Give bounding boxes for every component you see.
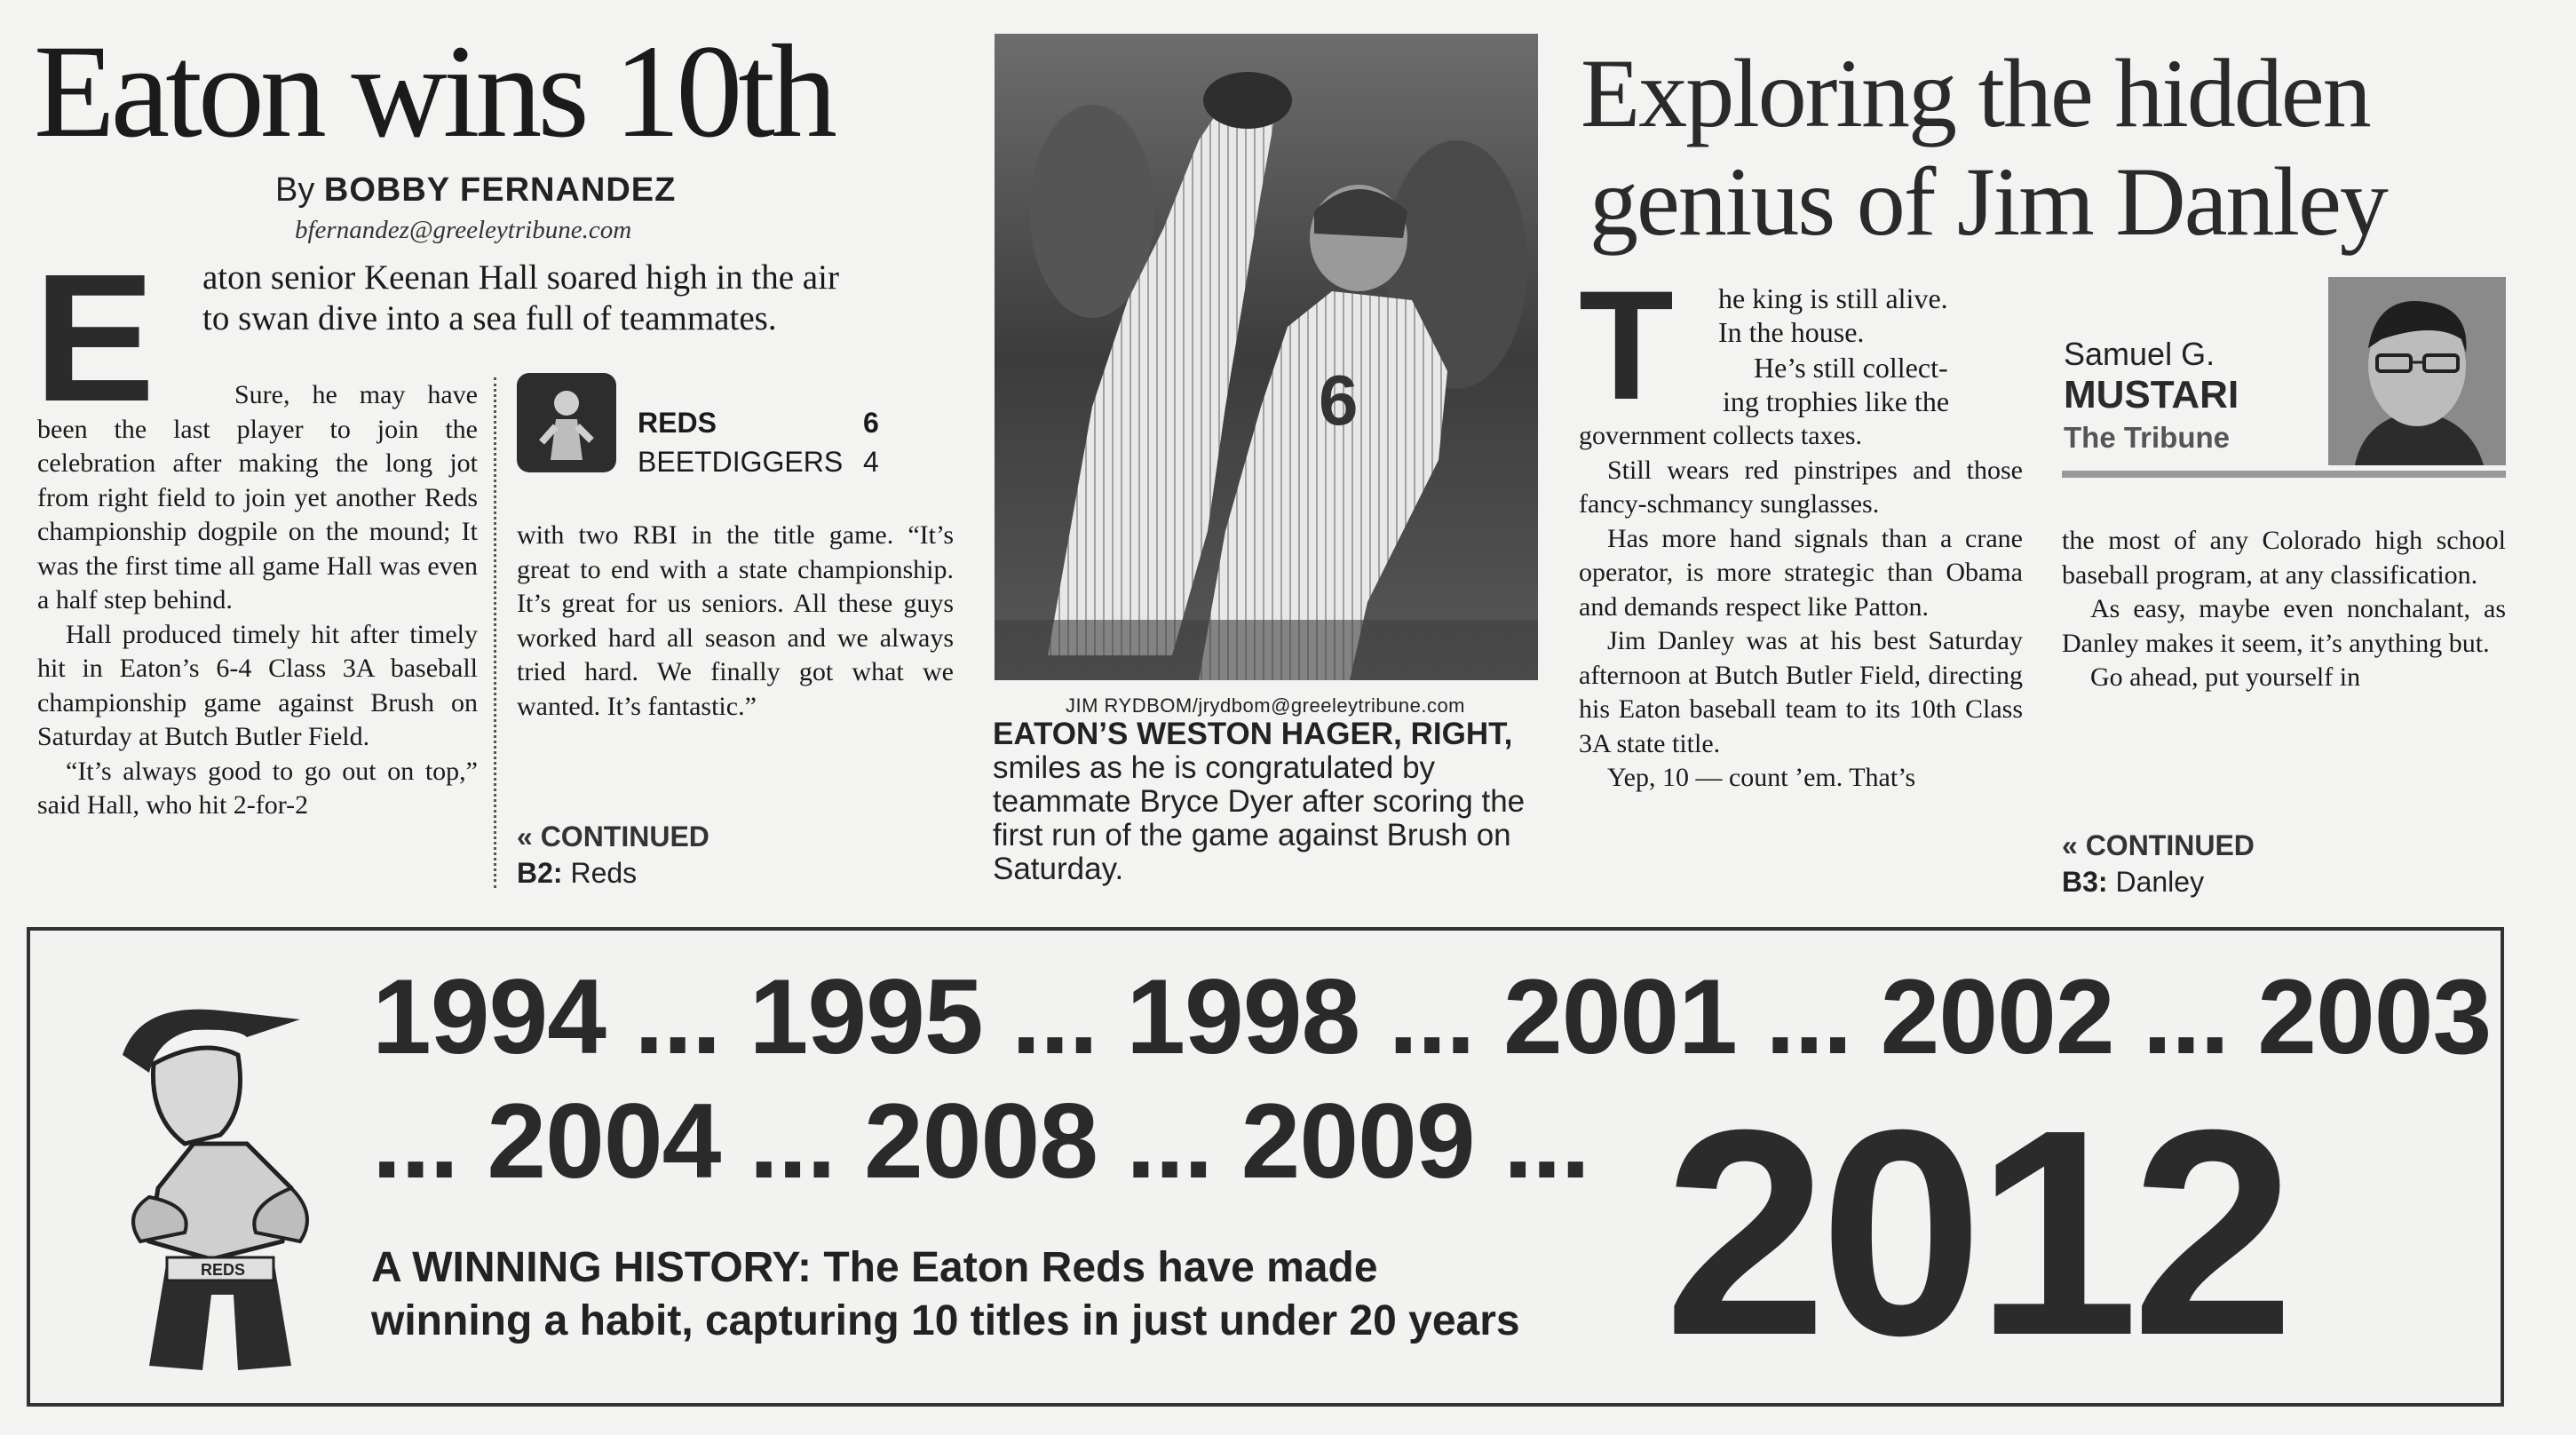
right-col1-paragraph: Has more hand signals than a crane operator, is more strategic than Obama and demands respect like Patton. <box>1579 523 2023 622</box>
columnist-avatar <box>2328 277 2506 465</box>
photo-credit: JIM RYDBOM/jrydbom@greeleytribune.com <box>1066 694 1466 717</box>
photo-caption <box>993 718 1542 886</box>
score-value-2: 4 <box>863 446 879 478</box>
columnist-rule <box>2062 471 2506 478</box>
right-lead-1: he king is still alive. <box>1718 282 1948 314</box>
caption-text: smiles as he is congratulated by teammate Bryce Dyer after scoring the first run of the game against Brush on Saturday. <box>993 750 1526 886</box>
left-continued[interactable] <box>517 821 709 890</box>
years-line-2: ... 2004 ... 2008 ... 2009 ... <box>372 1082 1589 1201</box>
left-lead-line-1: aton senior Keenan Hall soared high in the air <box>202 258 839 297</box>
right-column-1 <box>1579 419 2023 796</box>
reds-logo-icon <box>517 373 616 472</box>
mascot-label: REDS <box>201 1261 246 1279</box>
years-line-1: 1994 ... 1995 ... 1998 ... 2001 ... 2002 ... 2003 <box>372 957 2492 1076</box>
continued-name: Danley <box>2115 866 2205 898</box>
left-drop-cap: E <box>34 236 155 440</box>
byline-email: bfernandez@greeleytribune.com <box>295 216 632 244</box>
continued-label: CONTINUED <box>2085 829 2255 861</box>
history-bold: A WINNING HISTORY: <box>371 1244 812 1291</box>
continued-page: B3: <box>2062 866 2108 898</box>
right-headline-line-2: genius of Jim Danley <box>1589 147 2387 256</box>
score-team-1: REDS <box>638 407 717 439</box>
continued-page: B2: <box>517 857 563 889</box>
left-col1-paragraph: Hall produced timely hit after timely hit in Eaton’s 6-4 Class 3A baseball championship game against Brush on Saturday at Butch Butler Field. <box>37 619 478 751</box>
column-divider <box>494 377 496 888</box>
continued-arrow-icon: « <box>2062 829 2078 861</box>
right-col2-paragraph: Go ahead, put yourself in <box>2090 662 2361 692</box>
columnist-last-name: MUSTARI <box>2064 373 2239 416</box>
continued-arrow-icon: « <box>517 821 533 852</box>
right-col2-paragraph: the most of any Colorado high school baseball program, at any classification. <box>2062 526 2506 590</box>
history-caption <box>371 1241 1520 1348</box>
history-text-1: The Eaton Reds have made <box>811 1244 1378 1291</box>
history-banner <box>27 927 2504 1407</box>
baseball-players-photo <box>995 34 1538 680</box>
columnist-first-name: Samuel G. <box>2064 336 2215 372</box>
right-drop-cap: T <box>1579 259 1674 432</box>
mascot-icon <box>87 975 353 1392</box>
columnist-paper: The Tribune <box>2064 421 2231 454</box>
right-col2-paragraph: As easy, maybe even nonchalant, as Danley makes it seem, it’s anything but. <box>2062 594 2506 658</box>
continued-label: CONTINUED <box>540 821 709 852</box>
score-value-1: 6 <box>863 407 879 439</box>
right-col1-paragraph: Yep, 10 — count ’em. That’s <box>1607 763 1916 792</box>
right-lead-4: ing trophies like the <box>1723 385 1950 417</box>
big-year: 2012 <box>1664 1068 2288 1396</box>
history-text-2: winning a habit, capturing 10 titles in just under 20 years <box>371 1297 1520 1344</box>
score-team-2: BEETDIGGERS <box>638 446 844 478</box>
byline-name: BOBBY FERNANDEZ <box>323 171 677 209</box>
right-col1-paragraph: government collects taxes. <box>1579 421 1863 450</box>
left-headline: Eaton wins 10th <box>34 18 833 165</box>
left-col1-paragraph: “It’s always good to go out on top,” said Hall, who hit 2-for-2 <box>37 756 478 820</box>
right-col1-paragraph: Still wears red pinstripes and those fancy-schmancy sunglasses. <box>1579 455 2023 519</box>
left-col2-paragraph: with two RBI in the title game. “It’s great to end with a state championship. It’s great for us seniors. All these guys worked hard all season and we always tried hard. We finally got what we wanted. It’s fantastic.” <box>517 520 954 721</box>
right-lead-2: In the house. <box>1718 316 1865 348</box>
right-continued[interactable] <box>2062 829 2255 899</box>
photo <box>995 34 1538 680</box>
right-lead-3: He’s still collect- <box>1754 352 1948 384</box>
left-col1-paragraph: Sure, he may have been the last player to join the celebration after making the long jot from right field to join yet another Reds championship dogpile on the mound; It was the first time all game Hall was even a half step behind. <box>37 380 478 614</box>
left-column-1 <box>37 378 478 823</box>
caption-bold: EATON’S WESTON HAGER, RIGHT, <box>993 717 1513 751</box>
right-col1-paragraph: Jim Danley was at his best Saturday afternoon at Butch Butler Field, directing his Eaton baseball team to its 10th Class 3A state title. <box>1579 626 2023 758</box>
byline-prefix: By <box>275 171 324 209</box>
right-headline-line-1: Exploring the hidden <box>1581 39 2370 147</box>
right-column-2 <box>2062 524 2506 695</box>
left-lead-line-2: to swan dive into a sea full of teammates. <box>202 299 777 337</box>
left-byline <box>275 171 676 210</box>
score-box <box>517 371 890 478</box>
continued-name: Reds <box>570 857 638 889</box>
jersey-number: 6 <box>1319 361 1359 440</box>
left-column-2 <box>517 519 954 724</box>
